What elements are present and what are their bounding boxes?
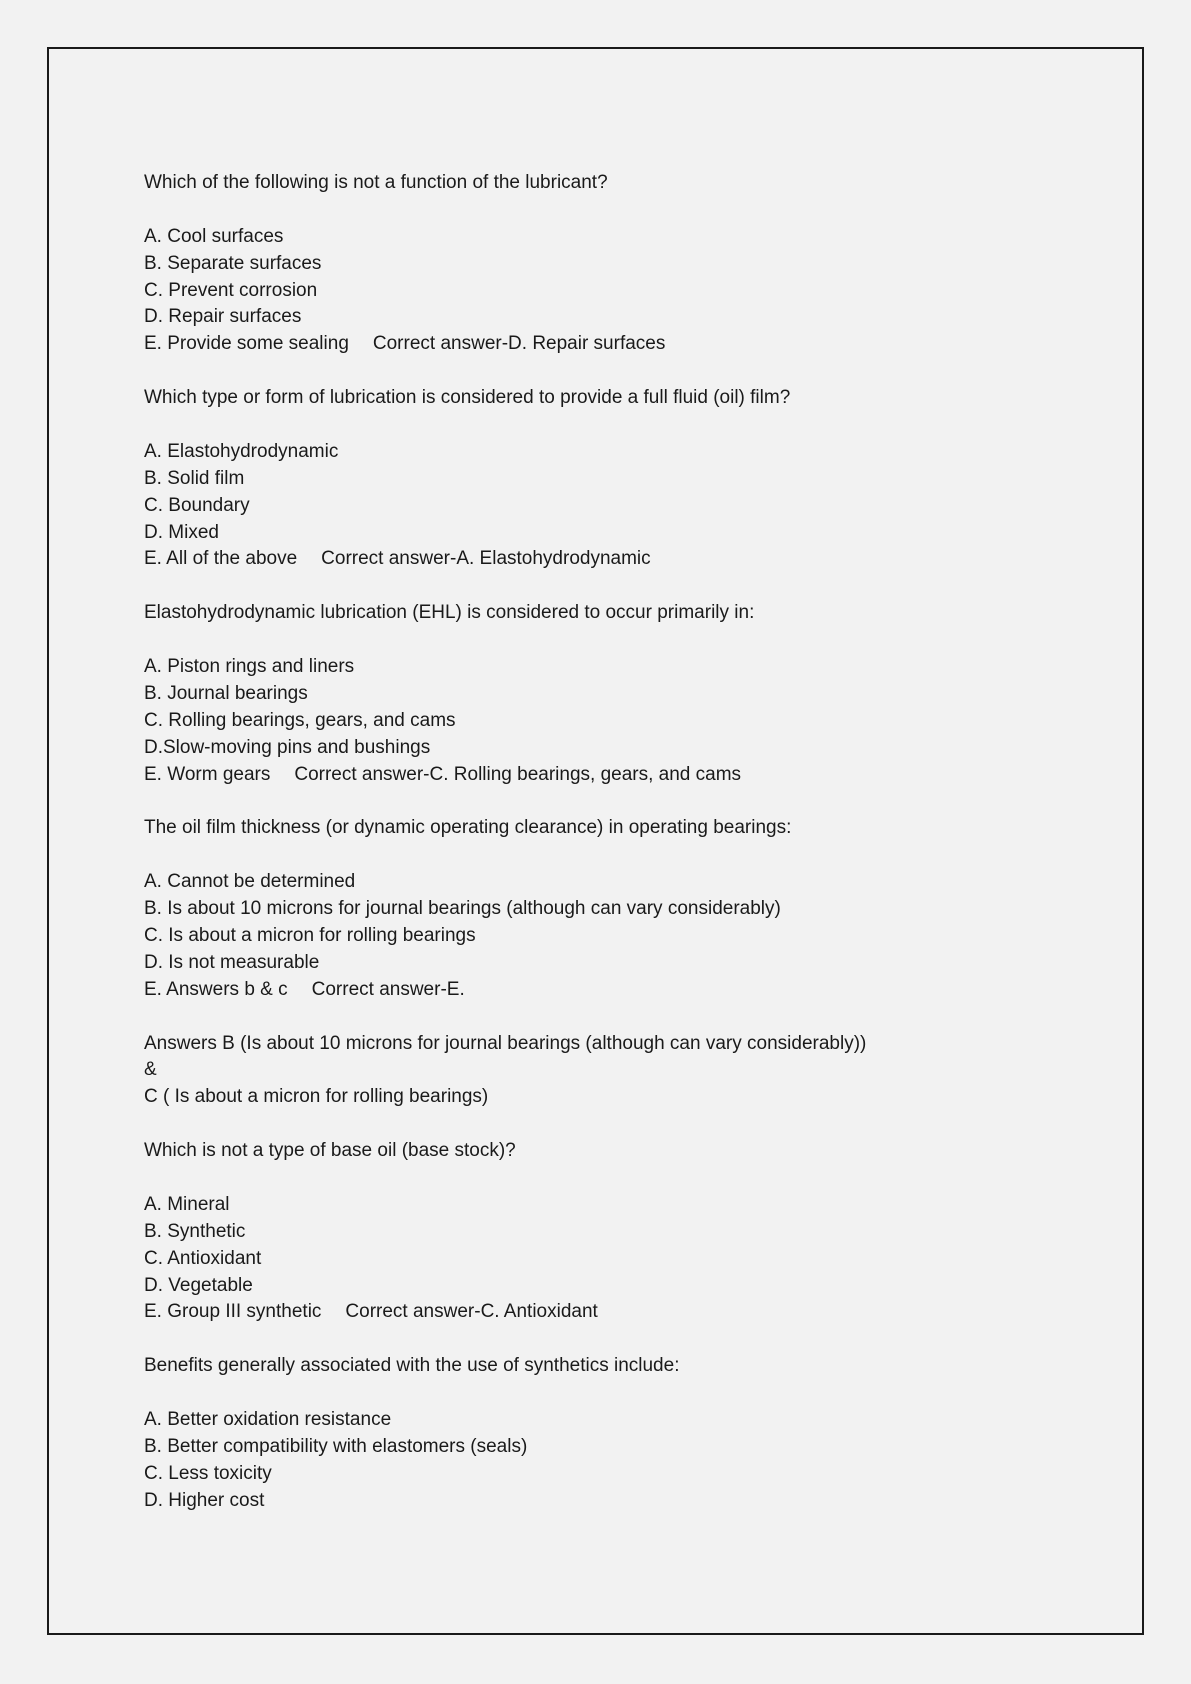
option-with-answer — [144, 546, 1104, 573]
correct-answer: Correct answer-A. Elastohydrodynamic — [321, 548, 651, 570]
question-block — [144, 1353, 1104, 1514]
correct-answer: Correct answer-C. Rolling bearings, gears, and cams — [294, 763, 742, 785]
option: D. Repair surfaces — [144, 306, 302, 328]
correct-answer: Correct answer-D. Repair surfaces — [372, 333, 666, 355]
option: B. Separate surfaces — [144, 252, 322, 274]
option: C. Boundary — [144, 494, 250, 516]
question-text: Benefits generally associated with the use of synthetics include: — [144, 1355, 680, 1377]
question-text: Elastohydrodynamic lubrication (EHL) is considered to occur primarily in: — [144, 602, 755, 624]
option: B. Better compatibility with elastomers (seals) — [144, 1435, 528, 1457]
option: C. Is about a micron for rolling bearings — [144, 924, 476, 946]
option: A. Elastohydrodynamic — [144, 440, 339, 462]
option: E. Worm gears — [144, 763, 271, 785]
option: A. Piston rings and liners — [144, 656, 355, 678]
option: A. Cool surfaces — [144, 225, 284, 247]
option: A. Cannot be determined — [144, 871, 356, 893]
answer-explanation: C ( Is about a micron for rolling bearings) — [144, 1086, 489, 1108]
option: D. Higher cost — [144, 1489, 265, 1511]
option: B. Journal bearings — [144, 682, 308, 704]
option: C. Prevent corrosion — [144, 279, 318, 301]
option-with-answer — [144, 331, 1104, 358]
option: E. All of the above — [144, 548, 298, 570]
question-block — [144, 1138, 1104, 1353]
question-text: Which is not a type of base oil (base stock)? — [144, 1140, 516, 1162]
option: A. Better oxidation resistance — [144, 1408, 392, 1430]
question-block — [144, 600, 1104, 815]
option: B. Solid film — [144, 467, 245, 489]
option: C. Rolling bearings, gears, and cams — [144, 709, 456, 731]
question-text: Which of the following is not a function of the lubricant? — [144, 172, 608, 193]
question-text: Which type or form of lubrication is considered to provide a full fluid (oil) film? — [144, 387, 791, 409]
answer-explanation: & — [144, 1059, 157, 1081]
option-with-answer — [144, 762, 1104, 789]
option: D. Mixed — [144, 521, 219, 543]
option: A. Mineral — [144, 1193, 230, 1215]
option: B. Synthetic — [144, 1220, 246, 1242]
option: E. Answers b & c — [144, 978, 288, 1000]
option: B. Is about 10 microns for journal bearings (although can vary considerably) — [144, 898, 781, 920]
correct-answer: Correct answer-C. Antioxidant — [345, 1301, 598, 1323]
question-block — [144, 170, 1104, 385]
option: D. Vegetable — [144, 1274, 253, 1296]
option: D. Is not measurable — [144, 951, 320, 973]
option: C. Less toxicity — [144, 1462, 272, 1484]
option: E. Group III synthetic — [144, 1301, 322, 1323]
question-block — [144, 385, 1104, 600]
answer-explanation: Answers B (Is about 10 microns for journal bearings (although can vary considerably)) — [144, 1032, 867, 1054]
question-block — [144, 815, 1104, 1138]
question-text: The oil film thickness (or dynamic operating clearance) in operating bearings: — [144, 817, 792, 839]
option-with-answer — [144, 977, 1104, 1004]
option: C. Antioxidant — [144, 1247, 262, 1269]
option-with-answer — [144, 1299, 1104, 1326]
option: D.Slow-moving pins and bushings — [144, 736, 431, 758]
option: E. Provide some sealing — [144, 333, 349, 355]
correct-answer: Correct answer-E. — [311, 978, 465, 1000]
quiz-content — [144, 170, 1104, 1515]
